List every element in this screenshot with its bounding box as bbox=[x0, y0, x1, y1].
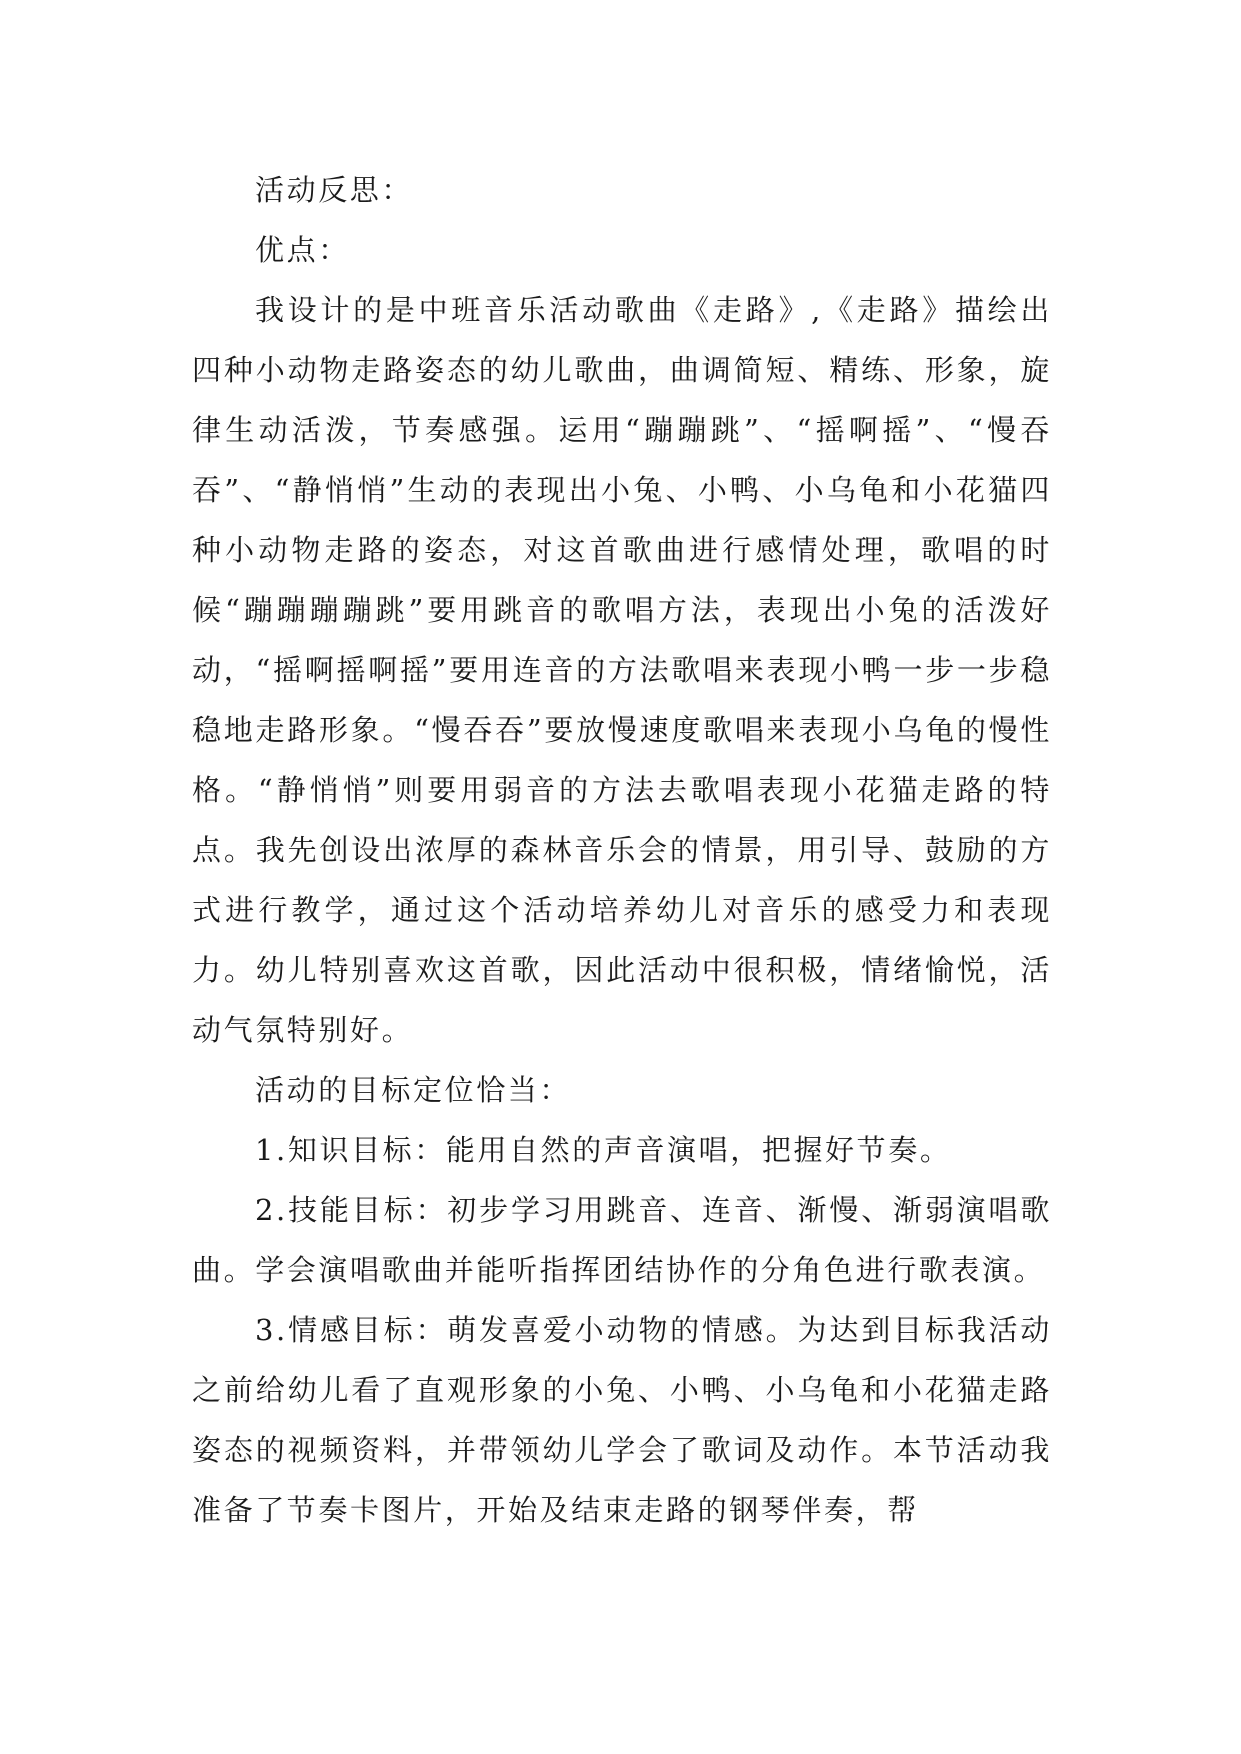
document-body bbox=[192, 160, 1052, 1540]
heading-goal-positioning: 活动的目标定位恰当： bbox=[255, 1073, 572, 1107]
goal-knowledge: 1.知识目标：能用自然的声音演唱，把握好节奏。 bbox=[255, 1133, 952, 1167]
goal-skill: 2.技能目标：初步学习用跳音、连音、渐慢、渐弱演唱歌曲。学会演唱歌曲并能听指挥团结协作的分角色进行歌表演。 bbox=[192, 1193, 1052, 1287]
heading-strengths: 优点： bbox=[255, 233, 350, 267]
goal-emotion: 3.情感目标：萌发喜爱小动物的情感。为达到目标我活动之前给幼儿看了直观形象的小兔、小鸭、小乌龟和小花猫走路姿态的视频资料，并带领幼儿学会了歌词及动作。本节活动我准备了节奏卡图片，开始及结束走路的钢琴伴奏，帮 bbox=[192, 1313, 1052, 1527]
heading-activity-reflection: 活动反思： bbox=[255, 173, 414, 207]
paragraph-design-description: 我设计的是中班音乐活动歌曲《走路》,《走路》描绘出四种小动物走路姿态的幼儿歌曲，曲调简短、精练、形象，旋律生动活泼，节奏感强。运用“蹦蹦跳”、“摇啊摇”、“慢吞吞”、“静悄悄”生动的表现出小兔、小鸭、小乌龟和小花猫四种小动物走路的姿态，对这首歌曲进行感情处理，歌唱的时候“蹦蹦蹦蹦跳”要用跳音的歌唱方法，表现出小兔的活泼好动，“摇啊摇啊摇”要用连音的方法歌唱来表现小鸭一步一步稳稳地走路形象。“慢吞吞”要放慢速度歌唱来表现小乌龟的慢性格。“静悄悄”则要用弱音的方法去歌唱表现小花猫走路的特点。我先创设出浓厚的森林音乐会的情景，用引导、鼓励的方式进行教学，通过这个活动培养幼儿对音乐的感受力和表现力。幼儿特别喜欢这首歌，因此活动中很积极，情绪愉悦，活动气氛特别好。 bbox=[192, 293, 1052, 1047]
